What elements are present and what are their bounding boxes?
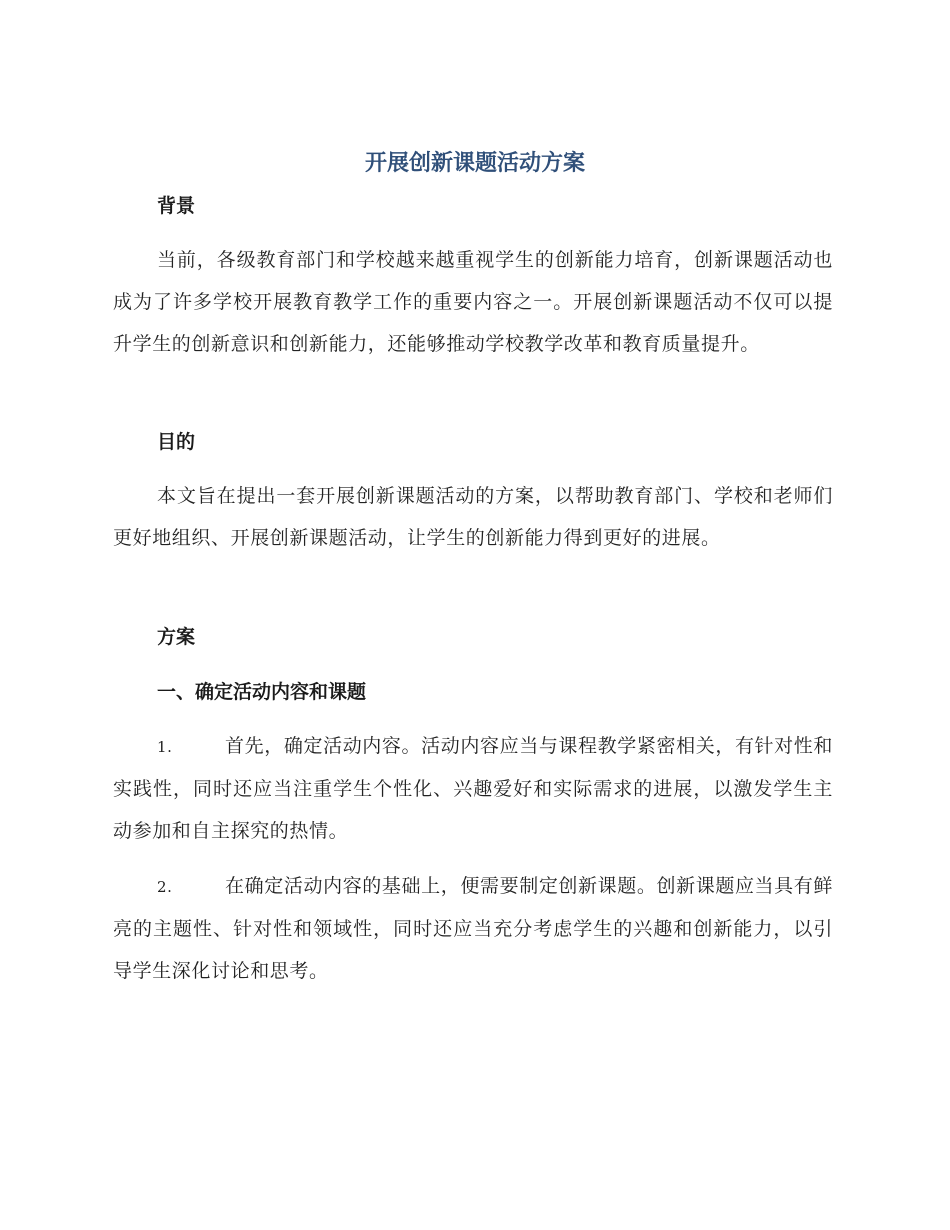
list-item [113, 865, 833, 992]
list-item [113, 725, 833, 852]
list-item-text: 在确定活动内容的基础上，便需要制定创新课题。创新课题应当具有鲜亮的主题性、针对性和领域性，同时还应当充分考虑学生的兴趣和创新能力，以引导学生深化讨论和思考。 [113, 875, 833, 982]
list-item-number: 2. [157, 878, 173, 896]
list-item-number: 1. [157, 738, 173, 756]
step-heading-1: 一、确定活动内容和课题 [157, 681, 367, 703]
purpose-paragraph: 本文旨在提出一套开展创新课题活动的方案，以帮助教育部门、学校和老师们更好地组织、开展创新课题活动，让学生的创新能力得到更好的进展。 [113, 485, 833, 549]
list-item-text: 首先，确定活动内容。活动内容应当与课程教学紧密相关，有针对性和实践性，同时还应当注重学生个性化、兴趣爱好和实际需求的进展，以激发学生主动参加和自主探究的热情。 [113, 735, 833, 842]
background-paragraph: 当前，各级教育部门和学校越来越重视学生的创新能力培育，创新课题活动也成为了许多学校开展教育教学工作的重要内容之一。开展创新课题活动不仅可以提升学生的创新意识和创新能力，还能够推动学校教学改革和教育质量提升。 [113, 249, 833, 355]
section-heading-purpose: 目的 [157, 431, 196, 453]
section-heading-plan: 方案 [157, 626, 196, 648]
document-title: 开展创新课题活动方案 [364, 151, 585, 176]
section-heading-background: 背景 [157, 195, 196, 217]
